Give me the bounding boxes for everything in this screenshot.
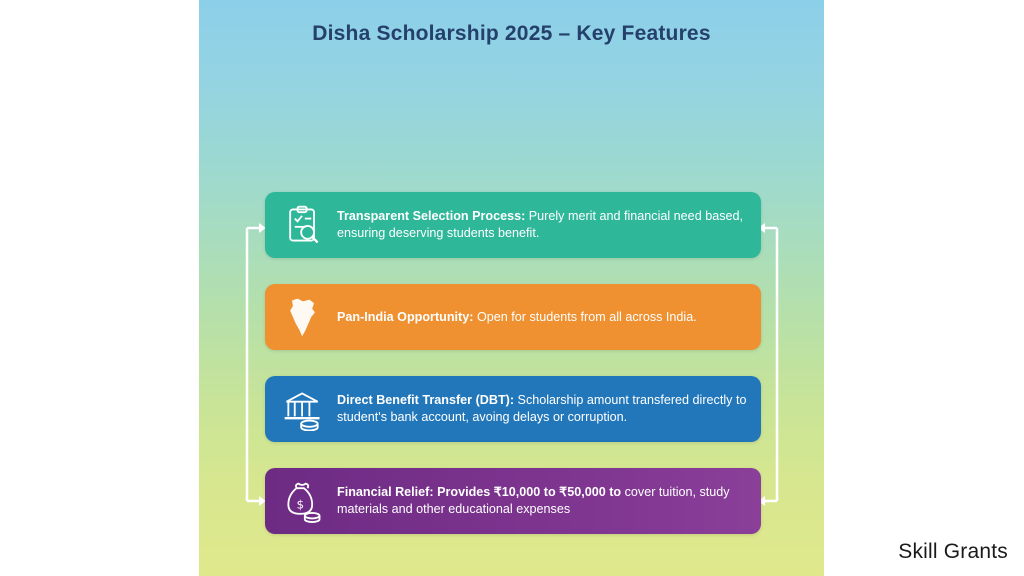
page-title: Disha Scholarship 2025 – Key Features [312, 22, 711, 45]
feature-card-text [337, 392, 747, 426]
feature-card-dbt [265, 376, 761, 442]
feature-heading: Transparent Selection Process: [337, 209, 526, 223]
feature-card-text [337, 484, 747, 518]
feature-card-text [337, 208, 747, 242]
money-bag-coins-icon [277, 475, 329, 527]
feature-card-pan-india [265, 284, 761, 350]
bank-coins-icon [277, 383, 329, 435]
feature-heading: Pan-India Opportunity: [337, 309, 474, 324]
clipboard-magnifier-icon [277, 199, 329, 251]
feature-card-financial-relief [265, 468, 761, 534]
feature-body: cover tuition, study materials and other educational expenses [337, 485, 730, 516]
svg-text:$: $ [296, 497, 305, 512]
feature-heading: Financial Relief: Provides ₹10,000 to ₹50,000 to [337, 485, 622, 499]
feature-body: Open for students from all across India. [476, 309, 697, 324]
feature-body: Scholarship amount transfered directly to student's bank account, avoing delays or corruption. [337, 393, 747, 424]
infographic-panel [199, 0, 824, 576]
brand-label: Skill Grants [898, 540, 1008, 563]
india-map-icon [277, 291, 329, 343]
feature-body: Purely merit and financial need based, ensuring deserving students benefit. [337, 209, 744, 240]
feature-card-transparent-selection [265, 192, 761, 258]
feature-heading: Direct Benefit Transfer (DBT): [337, 393, 515, 407]
feature-card-text [337, 309, 747, 326]
